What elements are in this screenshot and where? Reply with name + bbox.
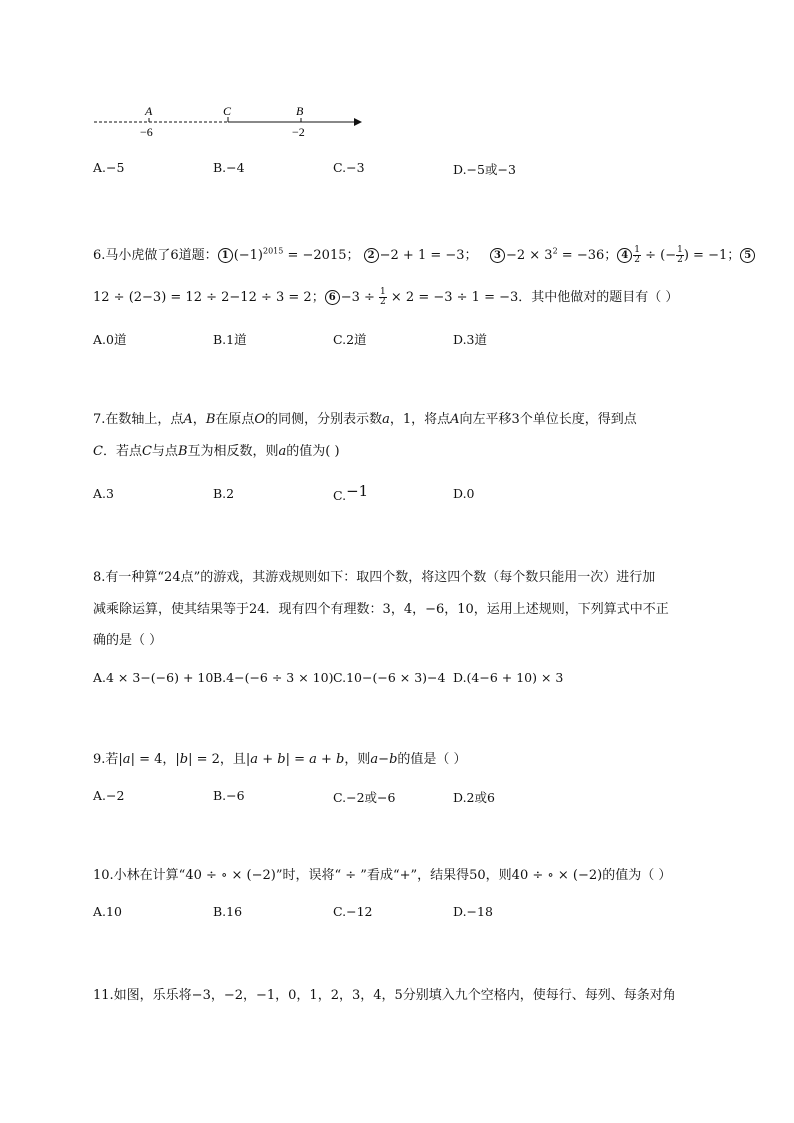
q7-l2d: 的值为( ): [286, 444, 340, 459]
q6-item4-mid: ÷ (−: [640, 248, 677, 263]
point-label-b: B: [296, 104, 304, 118]
circled-3-icon: 3: [490, 248, 505, 263]
q5-option-a: A.−5: [93, 160, 125, 175]
q7-l1f: 向左平移3个单位长度，得到点: [459, 412, 637, 427]
q6-option-b: B.1道: [213, 332, 247, 347]
q9-var: a: [370, 752, 379, 767]
frac-num: 1: [677, 245, 683, 255]
q5-option-c: C.−3: [333, 160, 365, 175]
q7-option-b: B.2: [213, 486, 235, 501]
q6-line2-c: × 2 = −3 ÷ 1 = −3．其中他做对的题目有（ ）: [386, 290, 679, 305]
tick-label-b: −2: [292, 125, 305, 139]
q7-option-a: A.3: [93, 486, 114, 501]
q9-option-b: B.−6: [213, 788, 245, 803]
number-line-figure: [92, 100, 372, 140]
q6-item1: (−1): [233, 248, 263, 263]
q8-line-3: 确的是（ ）: [93, 633, 163, 648]
q7-option-d: D.0: [453, 486, 475, 501]
q9-te: | =: [285, 752, 310, 767]
q6-item3: −2 × 3: [505, 248, 553, 263]
q7-var: a: [382, 412, 390, 427]
frac-den: 2: [677, 255, 683, 265]
q6-item2: −2 + 1 = −3；: [379, 248, 478, 263]
q7-option-c: [333, 482, 369, 504]
point-label-a: A: [145, 104, 153, 118]
q10-stem: 10.小林在计算“40 ÷ ∘ × (−2)”时，误将“ ÷ ”看成“+”，结果得50，则40 ÷ ∘ × (−2)的值为（ ）: [93, 868, 672, 883]
q5-option-d: D.−5或−3: [453, 162, 516, 177]
circled-2-icon: 2: [364, 248, 379, 263]
circled-5-icon: 5: [740, 248, 755, 263]
q9-tc: | = 2，且|: [188, 752, 251, 767]
q7-l1a: 7.在数轴上，点: [93, 412, 184, 427]
q6-line2-b: −3 ÷: [340, 290, 380, 305]
q7-var: A: [183, 412, 193, 427]
q6-option-d: D.3道: [453, 332, 488, 347]
tick-label-a: −6: [140, 125, 153, 139]
q6-item4-rest: ) = −1；: [683, 248, 741, 263]
q9-var: b: [277, 752, 286, 767]
q5-option-b: B.−4: [213, 160, 245, 175]
q9-tb: | = 4，|: [130, 752, 180, 767]
q10-option-d: D.−18: [453, 904, 493, 919]
q9-var: a: [122, 752, 131, 767]
circled-1-icon: 1: [218, 248, 233, 263]
q6-intro: 6.马小虎做了6道题：: [93, 248, 218, 263]
q7-option-c-value: −1: [346, 482, 369, 500]
q6-option-a: A.0道: [93, 332, 127, 347]
q6-line2-a: 12 ÷ (2−3) = 12 ÷ 2−12 ÷ 3 = 2；: [93, 290, 325, 305]
q6-line-1: [93, 244, 756, 265]
q8-option-c: C.10−(−6 × 3)−4: [333, 670, 446, 685]
q8-line-1: 8.有一种算“24点”的游戏，其游戏规则如下：取四个数，将这四个数（每个数只能用一次）进行加: [93, 570, 656, 585]
q9-stem: [93, 748, 467, 767]
q10-option-c: C.−12: [333, 904, 373, 919]
q9-tf: +: [316, 752, 337, 767]
q6-option-c: C.2道: [333, 332, 367, 347]
q7-l2a: ．若点: [102, 444, 142, 459]
q7-line-2: [93, 440, 340, 459]
q7-var: C: [93, 444, 103, 459]
q6-item3-rest: = −36；: [557, 248, 618, 263]
q6-item1-rest: = −2015；: [283, 248, 360, 263]
q9-var: a: [309, 752, 317, 767]
q7-line-1: [93, 408, 637, 427]
frac-den: 2: [634, 255, 640, 265]
q8-option-b: B.4−(−6 ÷ 3 × 10): [213, 670, 334, 685]
frac-num: 1: [634, 245, 640, 255]
q9-td: +: [258, 752, 278, 767]
q6-item1-exp: 2015: [263, 246, 284, 256]
q7-l2b: 与点: [151, 444, 178, 459]
q9-ti: 的值是（ ）: [397, 752, 467, 767]
q7-var: B: [205, 412, 216, 427]
frac-den: 2: [380, 297, 386, 307]
q9-option-d: D.2或6: [453, 790, 495, 805]
q9-th: −: [378, 752, 390, 767]
q9-var: b: [179, 752, 189, 767]
q9-tg: ，则: [344, 752, 371, 767]
circled-6-icon: 6: [325, 290, 340, 305]
q7-l1c: 在原点: [215, 412, 255, 427]
q7-l1e: ，1，将点: [389, 412, 451, 427]
q6-line-2: [93, 286, 678, 307]
number-line-arrow-icon: [354, 118, 362, 126]
q6-item6-frac: [379, 288, 387, 307]
q7-var: a: [278, 444, 287, 459]
q8-option-d: D.(4−6 + 10) × 3: [453, 670, 564, 685]
q10-option-a: A.10: [93, 904, 122, 919]
q9-ta: 9.若|: [93, 752, 123, 767]
q6-item4-frac: [633, 246, 641, 265]
q7-var: O: [254, 412, 266, 427]
point-label-c: C: [223, 104, 232, 118]
q9-option-c: C.−2或−6: [333, 790, 396, 805]
q8-option-a: A.4 × 3−(−6) + 10: [93, 670, 214, 685]
q11-stem: 11.如图，乐乐将−3，−2，−1，0，1，2，3，4，5分别填入九个空格内，使每行、每列、每条对角: [93, 988, 676, 1003]
q7-option-c-label: C.: [333, 488, 347, 503]
q10-option-b: B.16: [213, 904, 243, 919]
q7-var: C: [141, 444, 152, 459]
q6-item4-frac2: [676, 246, 684, 265]
q9-var: b: [389, 752, 398, 767]
q7-l2c: 互为相反数，则: [187, 444, 279, 459]
q9-option-a: A.−2: [93, 788, 125, 803]
circled-4-icon: 4: [617, 248, 632, 263]
q8-line-2: 减乘除运算，使其结果等于24．现有四个有理数：3，4，−6，10，运用上述规则，下列算式中不正: [93, 602, 669, 617]
frac-num: 1: [380, 287, 386, 297]
q7-l1d: 的同侧，分别表示数: [265, 412, 383, 427]
q7-var: A: [450, 412, 460, 427]
q6-item3-exp: 2: [552, 246, 558, 256]
q7-l1b: ，: [192, 412, 206, 427]
q7-var: B: [177, 444, 188, 459]
q9-var: a: [250, 752, 259, 767]
q9-var: b: [336, 752, 345, 767]
